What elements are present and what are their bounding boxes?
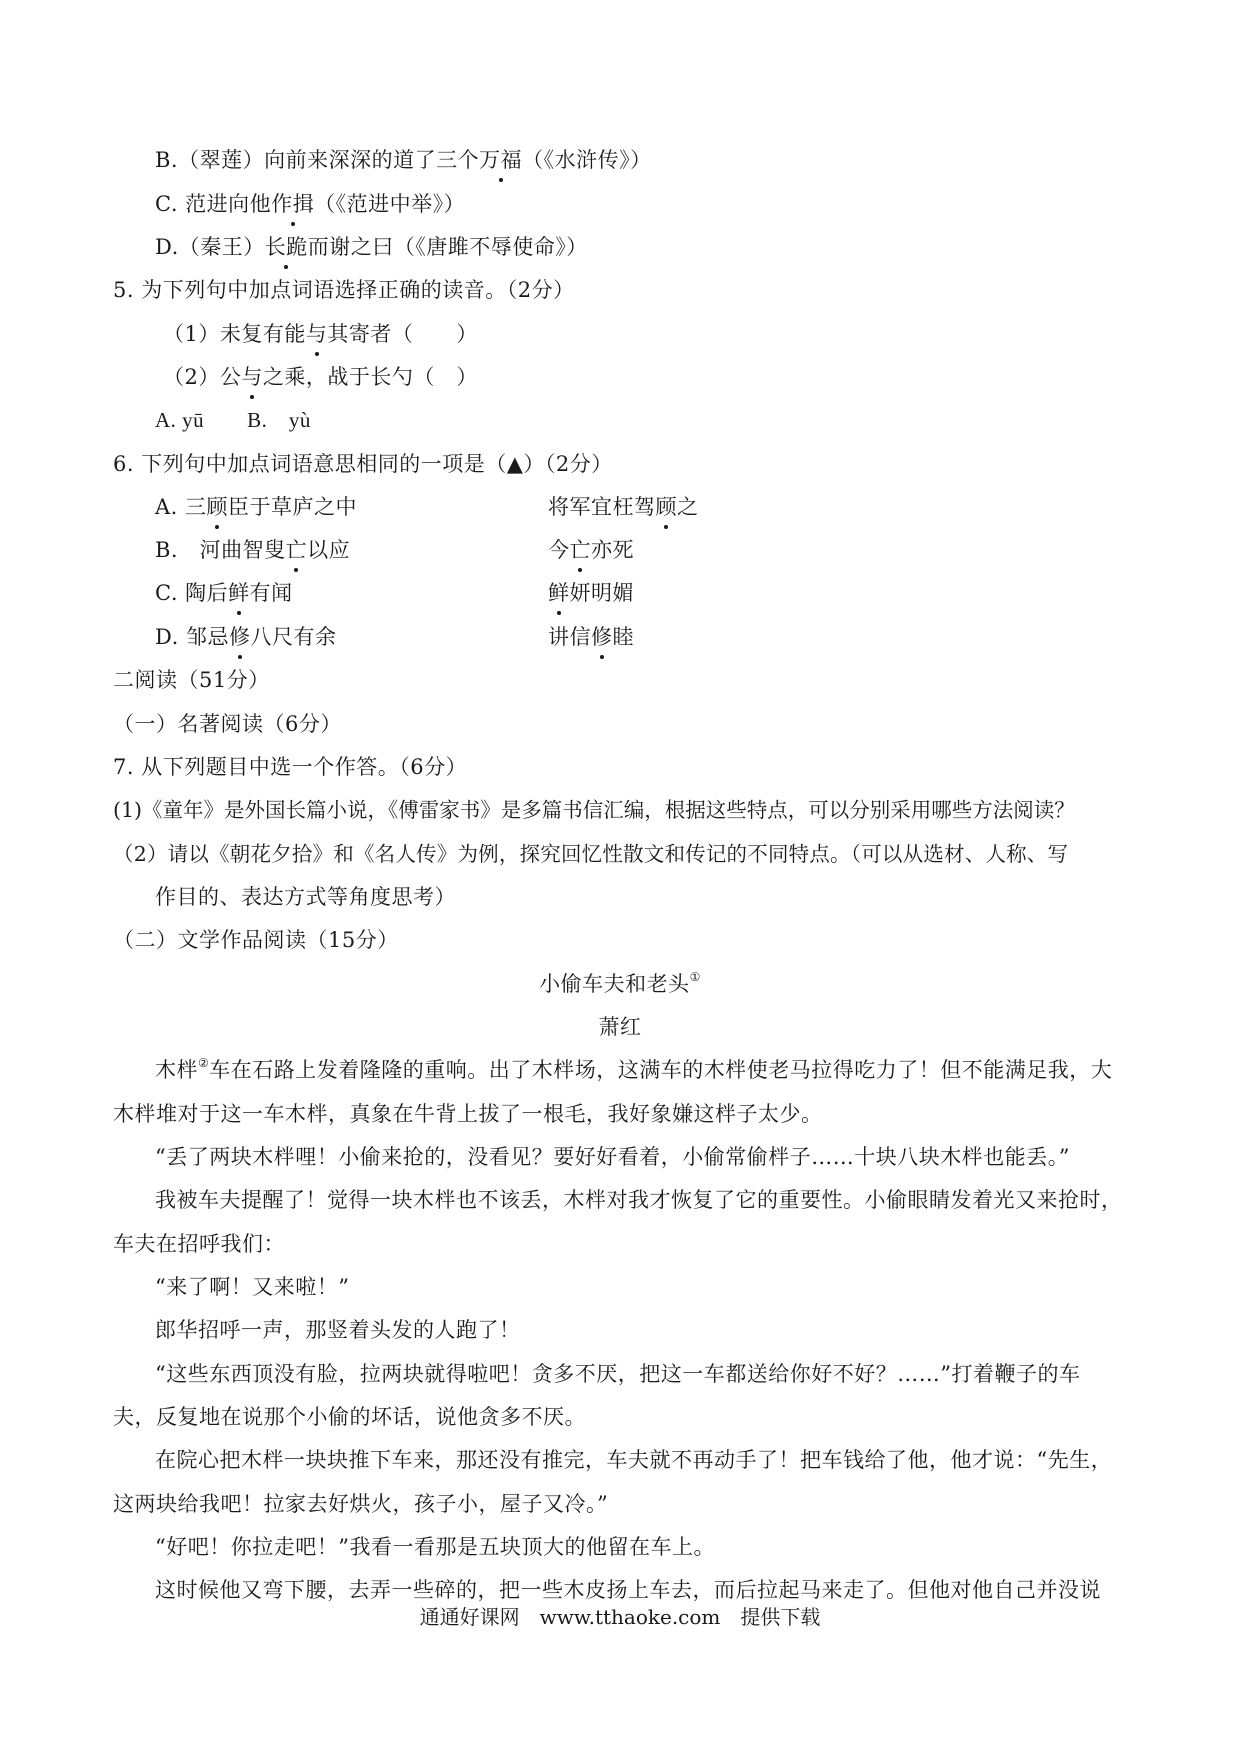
dotted-word: 修 [591,622,613,652]
q6-row-c-left [155,578,293,608]
para-8: “好吧！你拉走吧！”我看一看那是五块顶大的他留在车上。 [155,1535,715,1559]
text: （《水浒传》） [522,148,652,172]
text: 亦死 [591,538,634,562]
dotted-word: 万福 [479,145,522,175]
para-9: 这时候他又弯下腰，去弄一些碎的，把一些木皮扬上车去，而后拉起马来走了。但他对他自己并没说 [155,1578,1101,1602]
dotted-word: 鲜 [548,578,570,608]
para-7-line-1: 在院心把木柈一块块推下车来，那还没有推完，车夫就不再动手了！把车钱给了他，他才说：“先生， [155,1448,1113,1472]
dotted-word: 顾 [656,492,678,522]
text: （1）未复有能 [163,322,306,346]
para-2: “丢了两块木柈哩！小偷来抢的，没看见？要好好看着，小偷常偷柈子……十块八块木柈也能丢。” [155,1145,1070,1169]
page-footer: 通通好课网 www.tthaoke.com 提供下载 [419,1605,821,1629]
para-1-line-1 [155,1055,1112,1085]
q6-row-b-left [155,535,350,565]
q6-row-c-right [548,578,634,608]
text: C. 陶后 [155,581,229,605]
q5-choices: A. yū B. yù [155,408,311,432]
dotted-word: 长跪 [265,232,308,262]
para-6-line-2: 夫，反复地在说那个小偷的坏话，说他贪多不厌。 [113,1405,586,1429]
text: A. 三 [155,495,207,519]
footnote-marker: ② [198,1056,210,1070]
q6-row-a-left [155,492,357,522]
text: D. 邹忌 [155,625,229,649]
q7-item-2-line-2: 作目的、表达方式等角度思考） [155,885,456,909]
q7-item-2-line-1: （2）请以《朝花夕拾》和《名人传》为例，探究回忆性散文和传记的不同特点。（可以从选材、人称、写 [113,842,1069,866]
footnote-marker: ① [689,970,701,984]
text: 有闻 [249,581,293,605]
q5-stem: 5. 为下列句中加点词语选择正确的读音。（2分） [113,278,575,302]
q4-option-b [155,145,652,175]
q7-stem: 7. 从下列题目中选一个作答。（6分） [113,755,468,779]
q4-option-d [155,232,588,262]
text: 以应 [307,538,351,562]
subsection-literature-heading: （二）文学作品阅读（15分） [113,928,399,952]
subsection-classics-heading: （一）名著阅读（6分） [113,712,342,736]
q6-row-a-right [548,492,699,522]
para-4: “来了啊！又来啦！” [155,1275,350,1299]
dotted-word: 与 [241,362,263,392]
para-5: 郎华招呼一声，那竖着头发的人跑了！ [155,1318,521,1342]
text: B.（翠莲）向前来深深的道了三个 [155,148,480,172]
section-reading-heading: 二阅读（51分） [113,668,270,692]
q5-item-2 [163,362,478,392]
text: 之乘，战于长勺（ ） [262,365,478,389]
q4-option-c [155,189,465,219]
text: （2）公 [163,365,242,389]
article-title [0,969,1240,999]
text: 睦 [612,625,634,649]
para-7-line-2: 这两块给我吧！拉家去好烘火，孩子小，屋子又冷。” [113,1492,609,1516]
para-3-line-1: 我被车夫提醒了！觉得一块木柈也不该丢，木柈对我才恢复了它的重要性。小偷眼睛发着光又来抢时， [155,1188,1123,1212]
para-6-line-1: “这些东西顶没有脸，拉两块就得啦吧！贪多不厌，把这一车都送给你好不好？……”打着鞭子的车 [155,1362,1081,1386]
dotted-word: 作揖 [271,189,314,219]
para-1-line-2: 木柈堆对于这一车木柈，真象在牛背上拔了一根毛，我好象嫌这柈子太少。 [113,1102,823,1126]
text: 车在石路上发着隆隆的重响。出了木柈场，这满车的木柈使老马拉得吃力了！但不能满足我，大 [209,1058,1113,1082]
text: 将军宜枉驾 [548,495,656,519]
text: B. 河曲智叟 [155,538,286,562]
dotted-word: 亡 [570,535,592,565]
text: 讲信 [548,625,591,649]
text: 臣于草庐之中 [228,495,358,519]
q6-stem: 6. 下列句中加点词语意思相同的一项是（▲）（2分） [113,452,613,476]
q6-row-b-right [548,535,634,565]
text: 而谢之曰（《唐雎不辱使命》） [307,235,588,259]
q7-item-1: (1)《童年》是外国长篇小说，《傅雷家书》是多篇书信汇编，根据这些特点，可以分别采用哪些方法阅读？ [113,798,1075,822]
dotted-word: 鲜 [228,578,250,608]
text: 今 [548,538,570,562]
text: 木柈 [155,1058,198,1082]
article-title-text: 小偷车夫和老头 [539,972,690,996]
dotted-word: 亡 [286,535,308,565]
article-author: 萧红 [598,1015,642,1039]
text: 之 [677,495,699,519]
para-3-line-2: 车夫在招呼我们： [113,1232,285,1256]
text: 其寄者（ ） [327,322,478,346]
q6-row-d-left [155,622,336,652]
q5-item-1 [163,319,478,349]
dotted-word: 顾 [207,492,229,522]
text: C. 范进向他 [155,192,272,216]
text: 妍明媚 [569,581,634,605]
q6-row-d-right [548,622,634,652]
text: 八尺有余 [250,625,337,649]
text: （《范进中举》） [314,192,466,216]
text: D.（秦王） [155,235,265,259]
dotted-word: 修 [229,622,251,652]
dotted-word: 与 [306,319,328,349]
